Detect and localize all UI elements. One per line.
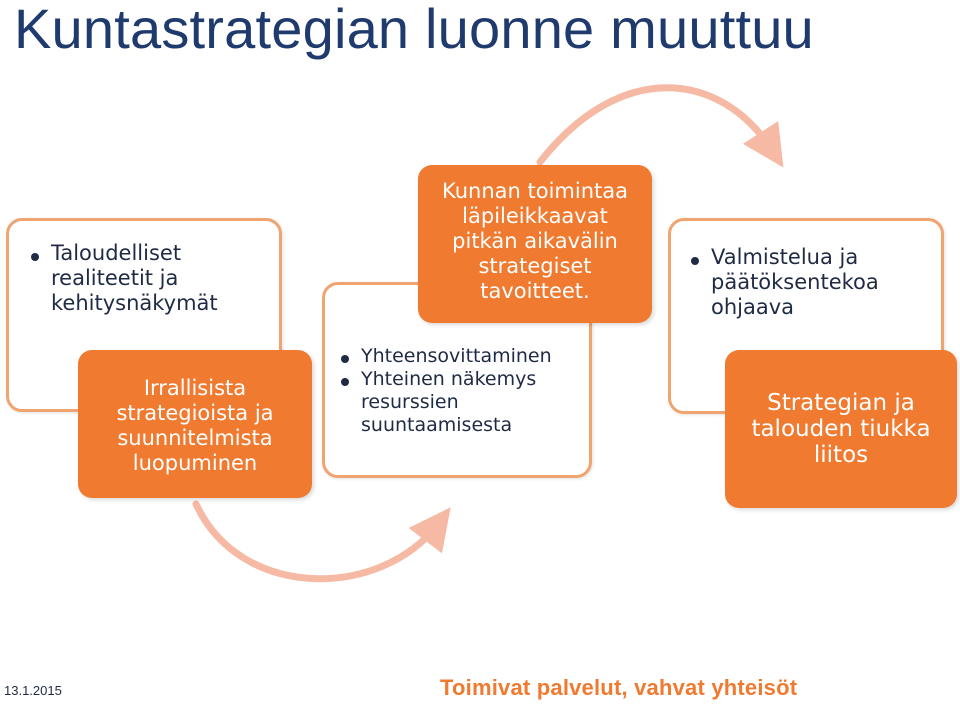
- bullet-economic-realities: Taloudelliset realiteetit ja kehitysnäkymät: [29, 241, 269, 316]
- page-title: Kuntastrategian luonne muuttuu: [14, 0, 814, 60]
- bullet-shared-vision: Yhteinen näkemys resurssien suuntaamisesta: [339, 368, 579, 437]
- strategy-economy-link-text: Strategian ja talouden tiukka liitos: [751, 390, 931, 468]
- box-abandon-strategies: [78, 350, 312, 498]
- arrow-top: [540, 88, 772, 162]
- box-strategy-economy-link: [725, 350, 957, 508]
- footer-date: 13.1.2015: [4, 683, 62, 698]
- box-strategic-goals: [418, 165, 652, 323]
- bullet-guiding-decisions: Valmistelua ja päätöksentekoa ohjaava: [689, 245, 929, 320]
- abandon-strategies-text: Irrallisista strategioista ja suunnitelmista luopuminen: [116, 376, 274, 475]
- bullet-coordination: Yhteensovittaminen: [339, 345, 579, 368]
- footer-slogan: Toimivat palvelut, vahvat yhteisöt: [440, 675, 798, 700]
- strategic-goals-text: Kunnan toimintaa läpileikkaavat pitkän aikavälin strategiset tavoitteet.: [442, 179, 628, 303]
- arrow-bottom: [196, 504, 438, 579]
